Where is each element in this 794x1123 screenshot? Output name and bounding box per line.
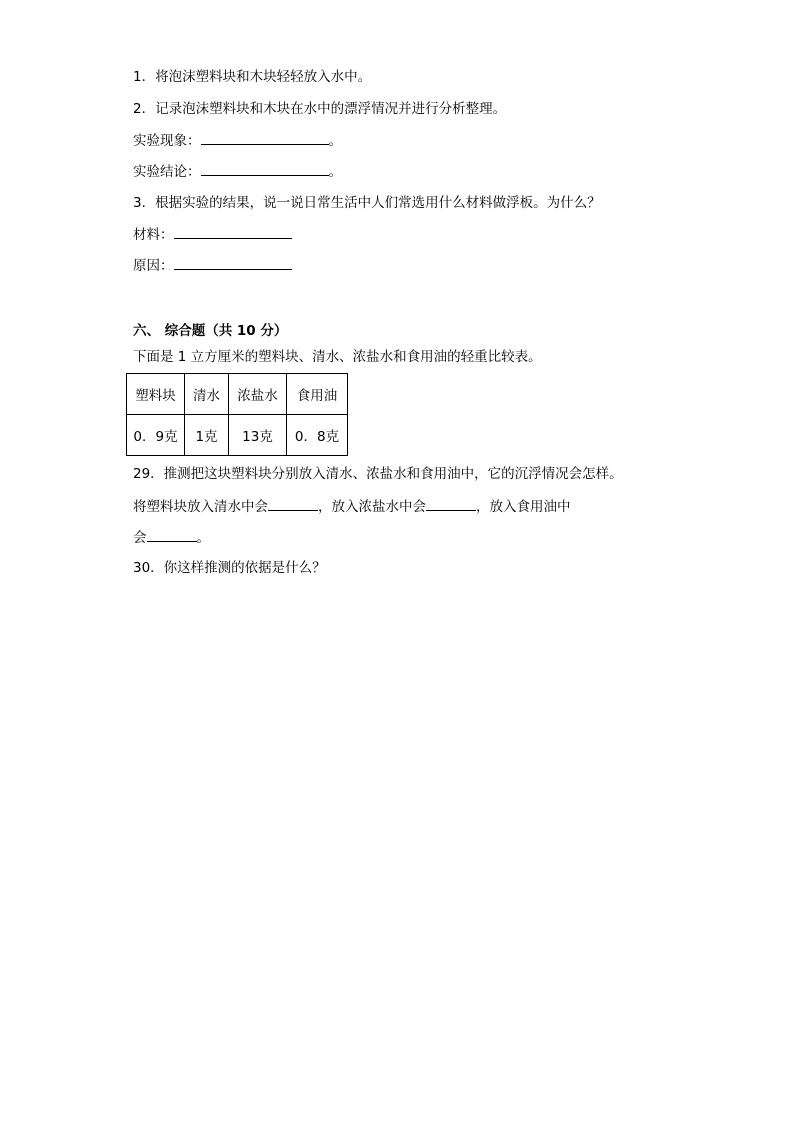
table-header-row [127, 374, 348, 415]
phenomenon-label: 实验现象： [133, 133, 201, 149]
conclusion-label: 实验结论： [133, 164, 201, 180]
q29-question: 29．推测把这块塑料块分别放入清水、浓盐水和食用油中，它的沉浮情况会怎样。 [133, 466, 623, 482]
q29-blank-water[interactable] [268, 496, 318, 511]
conclusion-blank[interactable] [201, 161, 329, 176]
q29-answer-line1 [133, 496, 571, 517]
step3-text: 3．根据实验的结果，说一说日常生活中人们常选用什么材料做浮板。为什么？ [133, 195, 601, 211]
header-cell: 食用油 [287, 374, 348, 415]
phenomenon-period: 。 [328, 133, 342, 149]
material-label: 材料： [133, 227, 174, 243]
q29-part1: 将塑料块放入清水中会 [133, 499, 268, 515]
q29-blank-brine[interactable] [426, 496, 476, 511]
value-cell: 0．9克 [127, 415, 185, 456]
header-cell: 清水 [185, 374, 229, 415]
conclusion-period: 。 [328, 164, 342, 180]
step2-text: 2．记录泡沫塑料块和木块在水中的漂浮情况并进行分析整理。 [133, 101, 507, 117]
phenomenon-blank[interactable] [201, 130, 329, 145]
reason-blank[interactable] [174, 255, 292, 270]
header-cell: 塑料块 [127, 374, 185, 415]
q29-answer-line2 [133, 527, 210, 548]
section6-heading: 六、 综合题（共 10 分） [133, 323, 288, 339]
q30-question: 30．你这样推测的依据是什么？ [133, 560, 326, 576]
reason-line [133, 255, 292, 276]
reason-label: 原因： [133, 258, 174, 274]
phenomenon-line [133, 130, 342, 151]
value-cell: 1克 [185, 415, 229, 456]
section6-intro: 下面是 1 立方厘米的塑料块、清水、浓盐水和食用油的轻重比较表。 [133, 349, 542, 365]
table-value-row [127, 415, 348, 456]
material-line [133, 224, 292, 245]
value-cell: 0．8克 [287, 415, 348, 456]
q29-part3: ，放入食用油中 [476, 499, 571, 515]
conclusion-line [133, 161, 342, 182]
q29-part4: 会 [133, 530, 147, 546]
step1-text: 1．将泡沫塑料块和木块轻轻放入水中。 [133, 69, 372, 85]
material-blank[interactable] [174, 224, 292, 239]
value-cell: 13克 [229, 415, 287, 456]
weights-table [126, 373, 348, 456]
q29-end: 。 [196, 530, 210, 546]
header-cell: 浓盐水 [229, 374, 287, 415]
q29-blank-oil[interactable] [147, 527, 197, 542]
q29-part2: ，放入浓盐水中会 [318, 499, 426, 515]
